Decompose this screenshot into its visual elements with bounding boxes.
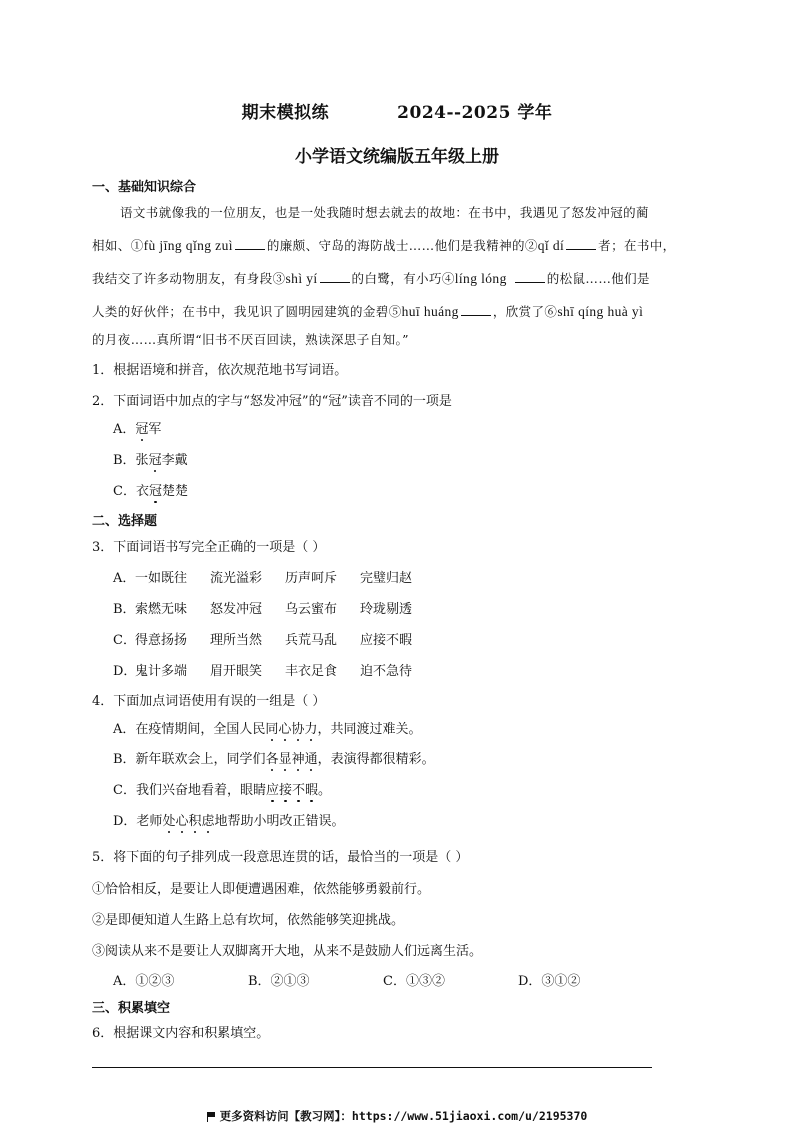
section-heading-1: 一、基础知识综合 [92, 180, 197, 195]
dotted-word [162, 814, 214, 829]
q5-choices [113, 970, 653, 989]
dotted-char: 心 [278, 718, 291, 737]
blank-4[interactable] [515, 270, 545, 283]
q5-sentence-1: ①恰恰相反，是要让人即便遭遇困难，依然能够勇毅前行。 [92, 882, 431, 897]
question-1: 1．根据语境和拼音，依次规范地书写词语。 [92, 363, 348, 378]
pinyin-5: huī huáng [401, 304, 459, 319]
q3-option-c[interactable]: C．得意扬扬 理所当然 兵荒马乱 应接不暇 [113, 633, 413, 648]
section-heading-3: 三、积累填空 [92, 1001, 171, 1016]
footer-text: 更多资料访问【教习网】：https://www.51jiaoxi.com/u/2195370 [219, 1109, 588, 1123]
dotted-char: 力 [304, 718, 317, 737]
q2-option-a[interactable]: A．冠军 [113, 418, 161, 437]
dotted-char: 显 [279, 748, 292, 767]
dotted-char: 积 [188, 810, 201, 829]
q4-option-a[interactable]: A．在疫情期间，全国人民同心协力，共同渡过难关。 [113, 718, 421, 737]
blank-1[interactable] [235, 237, 265, 250]
dotted-char: 冠 [135, 418, 148, 437]
dotted-char: 应 [266, 779, 279, 798]
title-year: 2024--2025 学年 [397, 103, 553, 123]
dotted-word [266, 783, 318, 798]
blank-3[interactable] [320, 270, 350, 283]
dotted-word [265, 722, 317, 737]
section-heading-2: 二、选择题 [92, 514, 158, 529]
dotted-char: 冠 [149, 449, 162, 468]
q2-option-c[interactable]: C．衣冠楚楚 [113, 480, 188, 499]
title-left: 期末模拟练 [241, 103, 330, 123]
q4-option-d[interactable]: D．老师处心积虑地帮助小明改正错误。 [113, 810, 345, 829]
pinyin-6: shī qíng huà yì [557, 304, 644, 319]
passage-line-4: 人类的好伙伴；在书中，我见识了圆明园建筑的金碧⑤huī huáng ，欣赏了⑥shī qíng huà yì [92, 304, 644, 319]
flag-icon [207, 1112, 216, 1121]
blank-2[interactable] [566, 237, 596, 250]
question-3: 3．下面词语书写完全正确的一项是（ ） [92, 540, 326, 555]
q3-option-b[interactable]: B．索燃无味 怒发冲冠 乌云蜜布 玲珑剔透 [113, 602, 413, 617]
blank-5[interactable] [461, 303, 491, 316]
q5-choice-a[interactable]: A．①②③ [113, 974, 175, 989]
pinyin-3: shì yí [285, 271, 318, 286]
dotted-char: 虑 [201, 810, 214, 829]
q3-option-d[interactable]: D．鬼计多端 眉开眼笑 丰衣足食 迫不急待 [113, 664, 413, 679]
dotted-char: 神 [292, 748, 305, 767]
question-6: 6．根据课文内容和积累填空。 [92, 1026, 270, 1041]
dotted-char: 通 [305, 748, 318, 767]
passage-line-2: 相如、①fù jīng qǐng zuì 的廉颇、守岛的海防战士……他们是我精神的②qǐ dí 者；在书中， [92, 238, 676, 253]
q5-choice-b[interactable]: B．②①③ [248, 974, 310, 989]
dotted-char: 处 [162, 810, 175, 829]
q5-sentence-3: ③阅读从来不是要让人双脚离开大地，从来不是鼓励人们远离生活。 [92, 944, 483, 959]
pinyin-1: fù jīng qǐng zuì [143, 238, 233, 253]
q5-sentence-2: ②是即便知道人生路上总有坎坷，依然能够笑迎挑战。 [92, 913, 405, 928]
q2-option-b[interactable]: B．张冠李戴 [113, 449, 188, 468]
q5-choice-c[interactable]: C．①③② [383, 974, 445, 989]
footer-divider [92, 1067, 652, 1068]
q5-choice-d[interactable]: D．③①② [518, 974, 581, 989]
page-subtitle: 小学语文统编版五年级上册 [295, 147, 499, 167]
dotted-char: 同 [265, 718, 278, 737]
q4-option-b[interactable]: B．新年联欢会上，同学们各显神通，表演得都很精彩。 [113, 748, 435, 767]
dotted-word [266, 752, 318, 767]
pinyin-4: líng lóng [454, 271, 507, 286]
question-4: 4．下面加点词语使用有误的一组是（ ） [92, 694, 326, 709]
dotted-char: 暇 [305, 779, 318, 798]
dotted-char: 不 [292, 779, 305, 798]
passage-line-5: 的月夜……真所谓“旧书不厌百回读，熟读深思子自知。” [92, 332, 409, 347]
passage-line-1: 语文书就像我的一位朋友，也是一处我随时想去就去的故地：在书中，我遇见了怒发冲冠的蔺 [120, 205, 649, 220]
question-5: 5．将下面的句子排列成一段意思连贯的话，最恰当的一项是（ ） [92, 850, 469, 865]
dotted-char: 协 [291, 718, 304, 737]
dotted-char: 冠 [149, 480, 162, 499]
dotted-char: 心 [175, 810, 188, 829]
pinyin-2: qǐ dí [537, 238, 565, 253]
q4-option-c[interactable]: C．我们兴奋地看着，眼睛应接不暇。 [113, 779, 331, 798]
question-2: 2．下面词语中加点的字与“怒发冲冠”的“冠”读音不同的一项是 [92, 394, 452, 409]
footer-link[interactable] [0, 1108, 794, 1124]
dotted-char: 各 [266, 748, 279, 767]
page-title [0, 98, 794, 123]
passage-line-3: 我结交了许多动物朋友，有身段③shì yí 的白鹭，有小巧④líng lóng 的松鼠……他们是 [92, 271, 650, 286]
q3-option-a[interactable]: A．一如既往 流光溢彩 历声呵斥 完璧归赵 [113, 571, 413, 586]
dotted-char: 接 [279, 779, 292, 798]
